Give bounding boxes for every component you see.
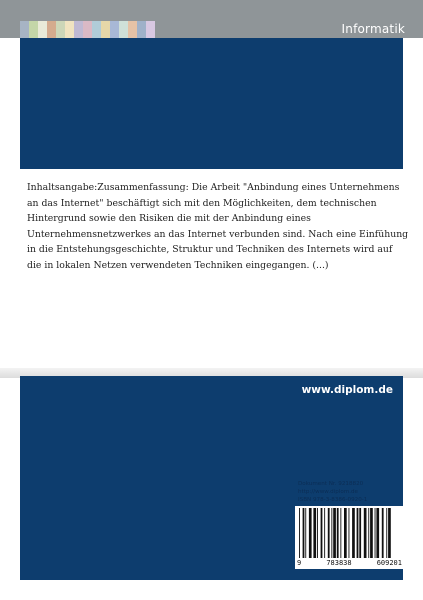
abstract-line: Inhaltsangabe:Zusammenfassung: Die Arbeit "Anbindung eines Unternehmens [27, 182, 400, 193]
color-swatch [29, 21, 38, 38]
barcode-bar [305, 508, 306, 558]
barcode-bar [359, 508, 361, 558]
barcode-bar [333, 508, 336, 558]
document-number: Dokument Nr. 9218820 [298, 481, 364, 487]
color-swatch [20, 21, 29, 38]
barcode-bar [324, 508, 325, 558]
barcode-digits [295, 559, 404, 567]
color-swatch [101, 21, 110, 38]
barcode-bar [313, 508, 316, 558]
publisher-url[interactable]: www.diplom.de [301, 384, 393, 396]
color-swatch [119, 21, 128, 38]
barcode-bar [337, 508, 339, 558]
barcode-digit-group: 609201 [376, 559, 402, 567]
color-swatch [38, 21, 47, 38]
color-swatch [83, 21, 92, 38]
barcode-bar [368, 508, 369, 558]
document-meta [298, 480, 367, 504]
barcode-digit-group: 783838 [326, 559, 352, 567]
barcode-bar [317, 508, 318, 558]
barcode-bar [382, 508, 384, 558]
barcode-bars [299, 508, 400, 558]
abstract-line: in die Entstehungsgeschichte, Struktur und Techniken des Internets wird auf [27, 244, 393, 256]
color-swatch [65, 21, 74, 38]
cover-top-panel [20, 38, 403, 169]
barcode-bar [357, 508, 359, 558]
barcode-bar [375, 508, 376, 558]
abstract-line: an das Internet" beschäftigt sich mit den Möglichkeiten, dem technischen [27, 197, 377, 209]
barcode-bar [386, 508, 387, 558]
barcode-bar [376, 508, 379, 558]
color-swatch [110, 21, 119, 38]
barcode-bar [344, 508, 347, 558]
color-swatch [146, 21, 155, 38]
color-swatch [92, 21, 101, 38]
abstract-line: die in lokalen Netzen verwendeten Techniken eingegangen. (...) [27, 259, 329, 271]
color-swatch [137, 21, 146, 38]
barcode-bar [364, 508, 367, 558]
barcode-bar [388, 508, 391, 558]
isbn: ISBN 978-3-8386-0920-1 [298, 497, 368, 503]
barcode-bar [299, 508, 300, 558]
color-swatch [74, 21, 83, 38]
abstract-line: Hintergrund sowie den Risiken die mit der Anbindung eines [27, 213, 311, 225]
document-url: http://www.diplom.de [298, 489, 358, 495]
color-swatch-strip [20, 21, 155, 38]
abstract-text [27, 180, 409, 274]
abstract-line: Unternehmensnetzwerkes an das Internet verbunden sind. Nach eine Einfühung [27, 228, 409, 240]
barcode-bar [328, 508, 330, 558]
barcode-bar [349, 508, 350, 558]
color-swatch [128, 21, 137, 38]
barcode-bar [331, 508, 332, 558]
color-swatch [47, 21, 56, 38]
barcode-bar [309, 508, 312, 558]
barcode-bar [340, 508, 341, 558]
barcode-digit-group: 9 [297, 559, 302, 567]
barcode [295, 506, 404, 569]
color-swatch [56, 21, 65, 38]
series-label: Informatik [341, 22, 405, 36]
barcode-bar [352, 508, 355, 558]
barcode-bar [370, 508, 373, 558]
barcode-bar [321, 508, 323, 558]
barcode-bar [303, 508, 305, 558]
